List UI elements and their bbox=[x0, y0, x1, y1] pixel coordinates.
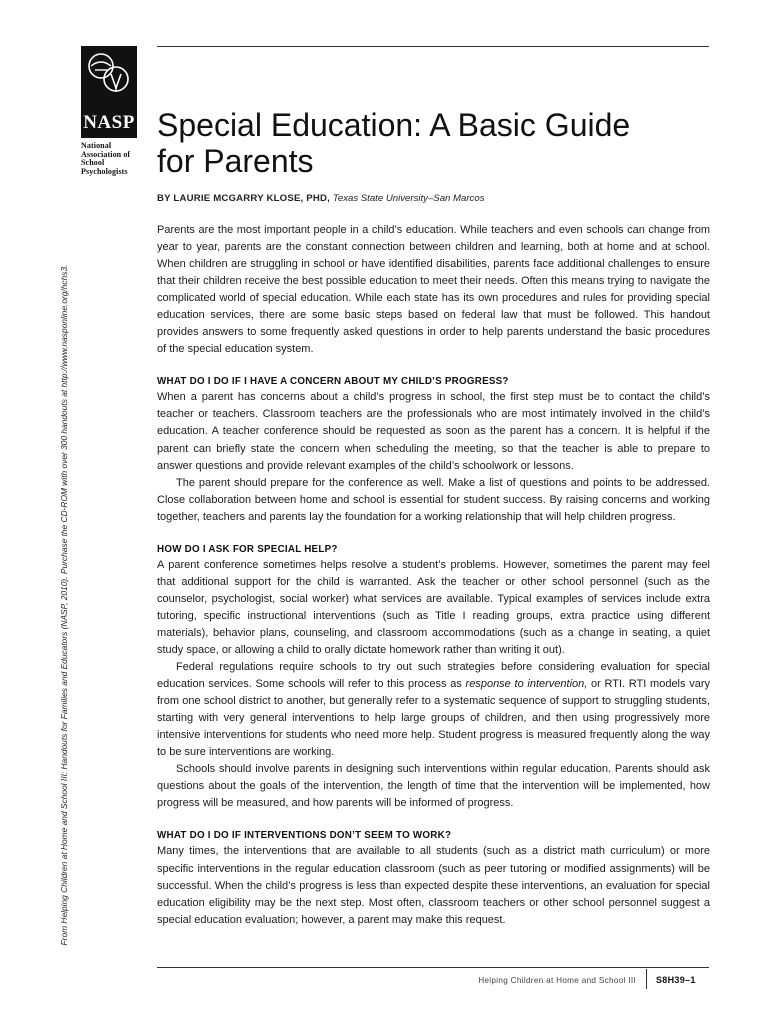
body-paragraph-rti bbox=[157, 659, 710, 761]
rti-term: response to intervention, bbox=[465, 678, 588, 691]
rti-text-after: or RTI. RTI models vary from one school district to another, but generally refer to a systematic sequence of support to struggling students, starting with very general interventions to help large groups of children, and then using progressively more intensive interventions for students who need more help. Student progress is measured frequently along the way to be sure interventions are working. bbox=[157, 678, 710, 759]
logo-name-line: Association of bbox=[81, 149, 131, 159]
nasp-logo bbox=[81, 46, 137, 138]
footer-page-id: S8H39–1 bbox=[656, 975, 696, 985]
body-paragraph: A parent conference sometimes helps resolve a student’s problems. However, sometimes the parent may feel that additional support for the child is warranted. Ask the teacher or other school personnel (such as the counselor, psychologist, social worker) what services are available. Typical examples of services include extra tutoring, specific instructional interventions (such as Title I reading groups, extra practice using different materials), behavior plans, counseling, and classroom accommodations (such as a change in seating, a quiet study space, or allowing a child to orally dictate homework rather than writing it out). bbox=[157, 558, 710, 656]
article-body bbox=[157, 222, 710, 929]
section-heading: HOW DO I ASK FOR SPECIAL HELP? bbox=[157, 543, 338, 555]
page-title bbox=[157, 107, 717, 179]
title-line: for Parents bbox=[157, 143, 314, 179]
logo-acronym: NASP bbox=[83, 112, 135, 133]
body-paragraph: When a parent has concerns about a child’s progress in school, the first step must be to contact the child’s teacher or teachers. Classroom teachers are the professionals who are most intimately involved in the child’s education. A teacher conference should be requested as soon as the parent has a concern. It is helpful if the parent can briefly state the concern when scheduling the meeting, so that the teacher is able to prepare to answer questions and provide relevant examples of the child’s schoolwork or lessons. bbox=[157, 391, 710, 472]
rti-text-before: Federal regulations require schools to try out such strategies before considering evaluation for special education services. Some schools will refer to this process as bbox=[157, 661, 710, 691]
footer-rule bbox=[157, 967, 709, 968]
byline-author: BY LAURIE MCGARRY KLOSE, PHD, bbox=[157, 193, 330, 204]
section-heading: WHAT DO I DO IF I HAVE A CONCERN ABOUT MY CHILD’S PROGRESS? bbox=[157, 376, 509, 388]
title-line: Special Education: A Basic Guide bbox=[157, 107, 631, 143]
section-heading: WHAT DO I DO IF INTERVENTIONS DON’T SEEM TO WORK? bbox=[157, 830, 452, 842]
logo-name-line: School bbox=[81, 158, 105, 168]
nasp-emblem-icon bbox=[81, 46, 137, 138]
byline bbox=[157, 193, 717, 204]
top-rule bbox=[157, 46, 709, 47]
body-paragraph: Schools should involve parents in designing such interventions within regular education. Parents should ask questions about the goals of the intervention, the length of time that the intervention will be implemented, how progress will be measured, and how parents will be informed of progress. bbox=[157, 763, 710, 810]
logo-name-line: Psychologists bbox=[81, 166, 128, 176]
logo-name-line: National bbox=[81, 141, 112, 150]
source-side-note: From Helping Children at Home and School III: Handouts for Families and Educators (NASP, 2010). Purchase the CD-ROM with over 300 handouts at http://www.nasponline.org/hchs3. bbox=[59, 264, 69, 946]
footer-divider bbox=[646, 969, 647, 989]
logo-organization-name bbox=[81, 142, 157, 176]
footer-publication: Helping Children at Home and School III bbox=[478, 976, 636, 985]
byline-affiliation: Texas State University–San Marcos bbox=[332, 193, 485, 204]
intro-paragraph: Parents are the most important people in a child’s education. While teachers and even schools can change from year to year, parents are the constant connection between children and learning, both at home and at school. When children are struggling in school or have identified disabilities, parents face additional challenges to ensure that their children receive the best possible education to meet their needs. Often this means trying to navigate the complicated world of special education. While each state has its own procedures and rules for providing special education services, there are some basic steps based on federal law that must be followed. This handout provides answers to some frequently asked questions in order to help parents understand the basic procedures of the special education system. bbox=[157, 224, 710, 356]
body-paragraph: The parent should prepare for the conference as well. Make a list of questions and points to be addressed. Close collaboration between home and school is essential for student success. By raising concerns and working together, teachers and parents lay the foundation for a working relationship that will help children progress. bbox=[157, 476, 710, 523]
body-paragraph: Many times, the interventions that are available to all students (such as a district math curriculum) or more specific interventions in the regular education classroom (such as peer tutoring or modified assignments) will be successful. When the child’s progress is less than expected despite these interventions, an evaluation for special education eligibility may be the next step. Most often, classroom teachers or other school personnel suggest a special education evaluation; however, a parent may make this request. bbox=[157, 845, 710, 926]
